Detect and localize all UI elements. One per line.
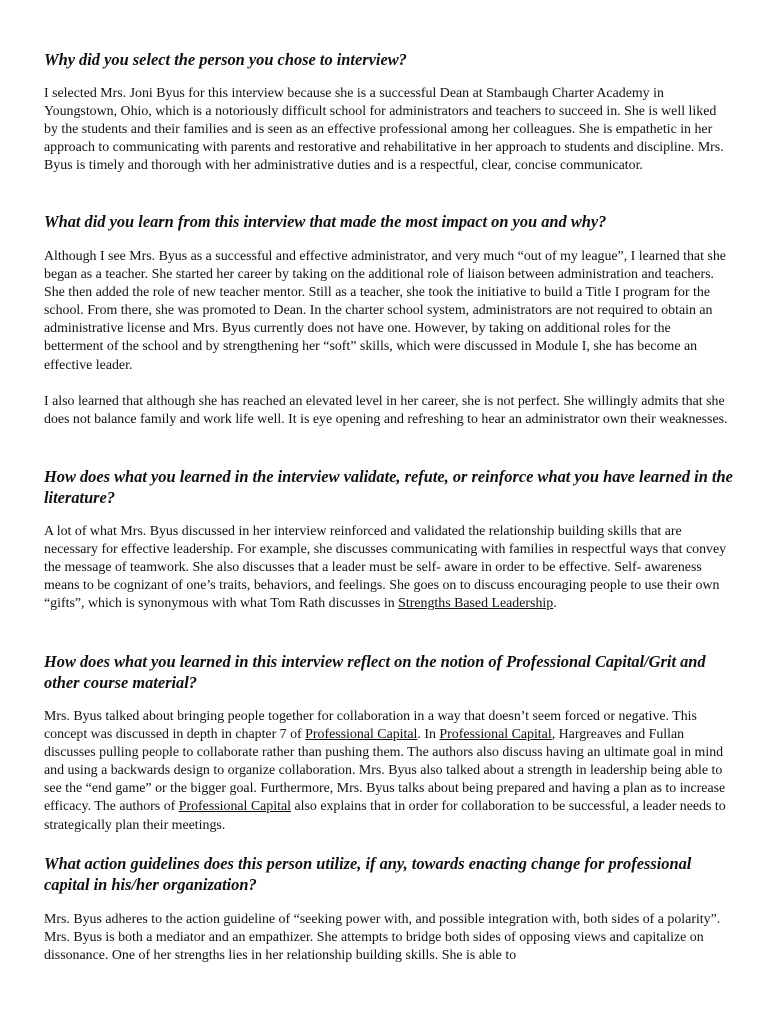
answer-paragraph-3 xyxy=(44,393,732,429)
answer-paragraph-6 xyxy=(44,911,732,965)
paragraph-text: I also learned that although she has reached an elevated level in her career, she is not perfect. She willingly admits that she does not balance family and work life well. It is eye opening and refreshing to hear an administrator own their weaknesses. xyxy=(44,394,728,428)
paragraph-text: Although I see Mrs. Byus as a successful and effective administrator, and very much “out of my league”, I learned that she began as a teacher. She started her career by taking on the additional role of liaison between administration and teachers. She then added the role of new teacher mentor. Still as a teacher, she took the initiative to build a Title I program for the school. From there, she was promoted to Dean. In the charter school system, administrators are not required to obtain an administrative license and Mrs. Byus currently does not have one. However, by taking on additional roles for the betterment of the school and by strengthening her “soft” skills, which were discussed in Module I, she has become an effective leader. xyxy=(44,249,726,373)
paragraph-text: . In xyxy=(417,727,440,743)
book-title-link-text: Professional Capital xyxy=(305,727,418,743)
question-heading-1: Why did you select the person you chose to interview? xyxy=(44,50,407,69)
book-title-link-text: Strengths Based Leadership xyxy=(398,596,554,612)
book-title-link-text: Professional Capital xyxy=(439,727,552,743)
paragraph-text: I selected Mrs. Joni Byus for this interview because she is a successful Dean at Stambaugh Charter Academy in Youngstown, Ohio, which is a notoriously difficult school for administrators and teachers to succeed in. She is well liked by the students and their families and is seen as an effective professional among her colleagues. She is empathetic in her approach to communicating with parents and restorative and rehabilitative in her approach to students and discipline. Mrs. Byus is timely and thorough with her administrative duties and is a respectful, clear, concise communicator. xyxy=(44,86,724,174)
paragraph-text: . xyxy=(553,596,557,612)
question-heading-4: How does what you learned in this interview reflect on the notion of Professional Capital/Grit and other course material? xyxy=(44,652,706,692)
answer-paragraph-4 xyxy=(44,523,732,613)
book-title-link-text: Professional Capital xyxy=(178,799,291,815)
paragraph-text: also explains that in order for collaboration to be successful, a leader needs to strategically plan their meetings. xyxy=(44,799,726,833)
paragraph-text: Mrs. Byus adheres to the action guideline of “seeking power with, and possible integration with, both sides of a polarity”. Mrs. Byus is both a mediator and an empathizer. She attempts to bridge both sides of opposing views and capitalize on dissonance. One of her strengths lies in her relationship building skills. She is able to xyxy=(44,912,721,964)
paragraph-text: A lot of what Mrs. Byus discussed in her interview reinforced and validated the relationship building skills that are necessary for effective leadership. For example, she discusses communicating with families in respectful ways that convey the message of teamwork. She also discusses that a leader must be self- aware in order to be effective. Self- awareness means to be cognizant of one’s traits, behaviors, and feelings. She goes on to discuss encouraging people to use their own “gifts”, which is synonymous with what Tom Rath discusses in xyxy=(44,524,727,612)
question-heading-5: What action guidelines does this person utilize, if any, towards enacting change for professional capital in his/her organization? xyxy=(44,854,692,894)
question-heading-3: How does what you learned in the interview validate, refute, or reinforce what you have learned in the literature? xyxy=(44,467,733,507)
answer-paragraph-5 xyxy=(44,708,732,835)
answer-paragraph-1 xyxy=(44,85,732,175)
paragraph-text: , Hargreaves and Fullan discusses pulling people to collaborate rather than pushing them. The authors also discuss having an ultimate goal in mind and using a backwards design to organize collaboration. Mrs. Byus also talked about a strength in leadership being able to see the “end game” or the bigger goal. Furthermore, Mrs. Byus talks about being prepared and having a plan as to increase efficacy. The authors of xyxy=(44,727,726,815)
answer-paragraph-2 xyxy=(44,248,732,375)
paragraph-text: Mrs. Byus talked about bringing people together for collaboration in a way that doesn’t seem forced or negative. This concept was discussed in depth in chapter 7 of xyxy=(44,709,697,743)
question-heading-2: What did you learn from this interview that made the most impact on you and why? xyxy=(44,212,607,231)
